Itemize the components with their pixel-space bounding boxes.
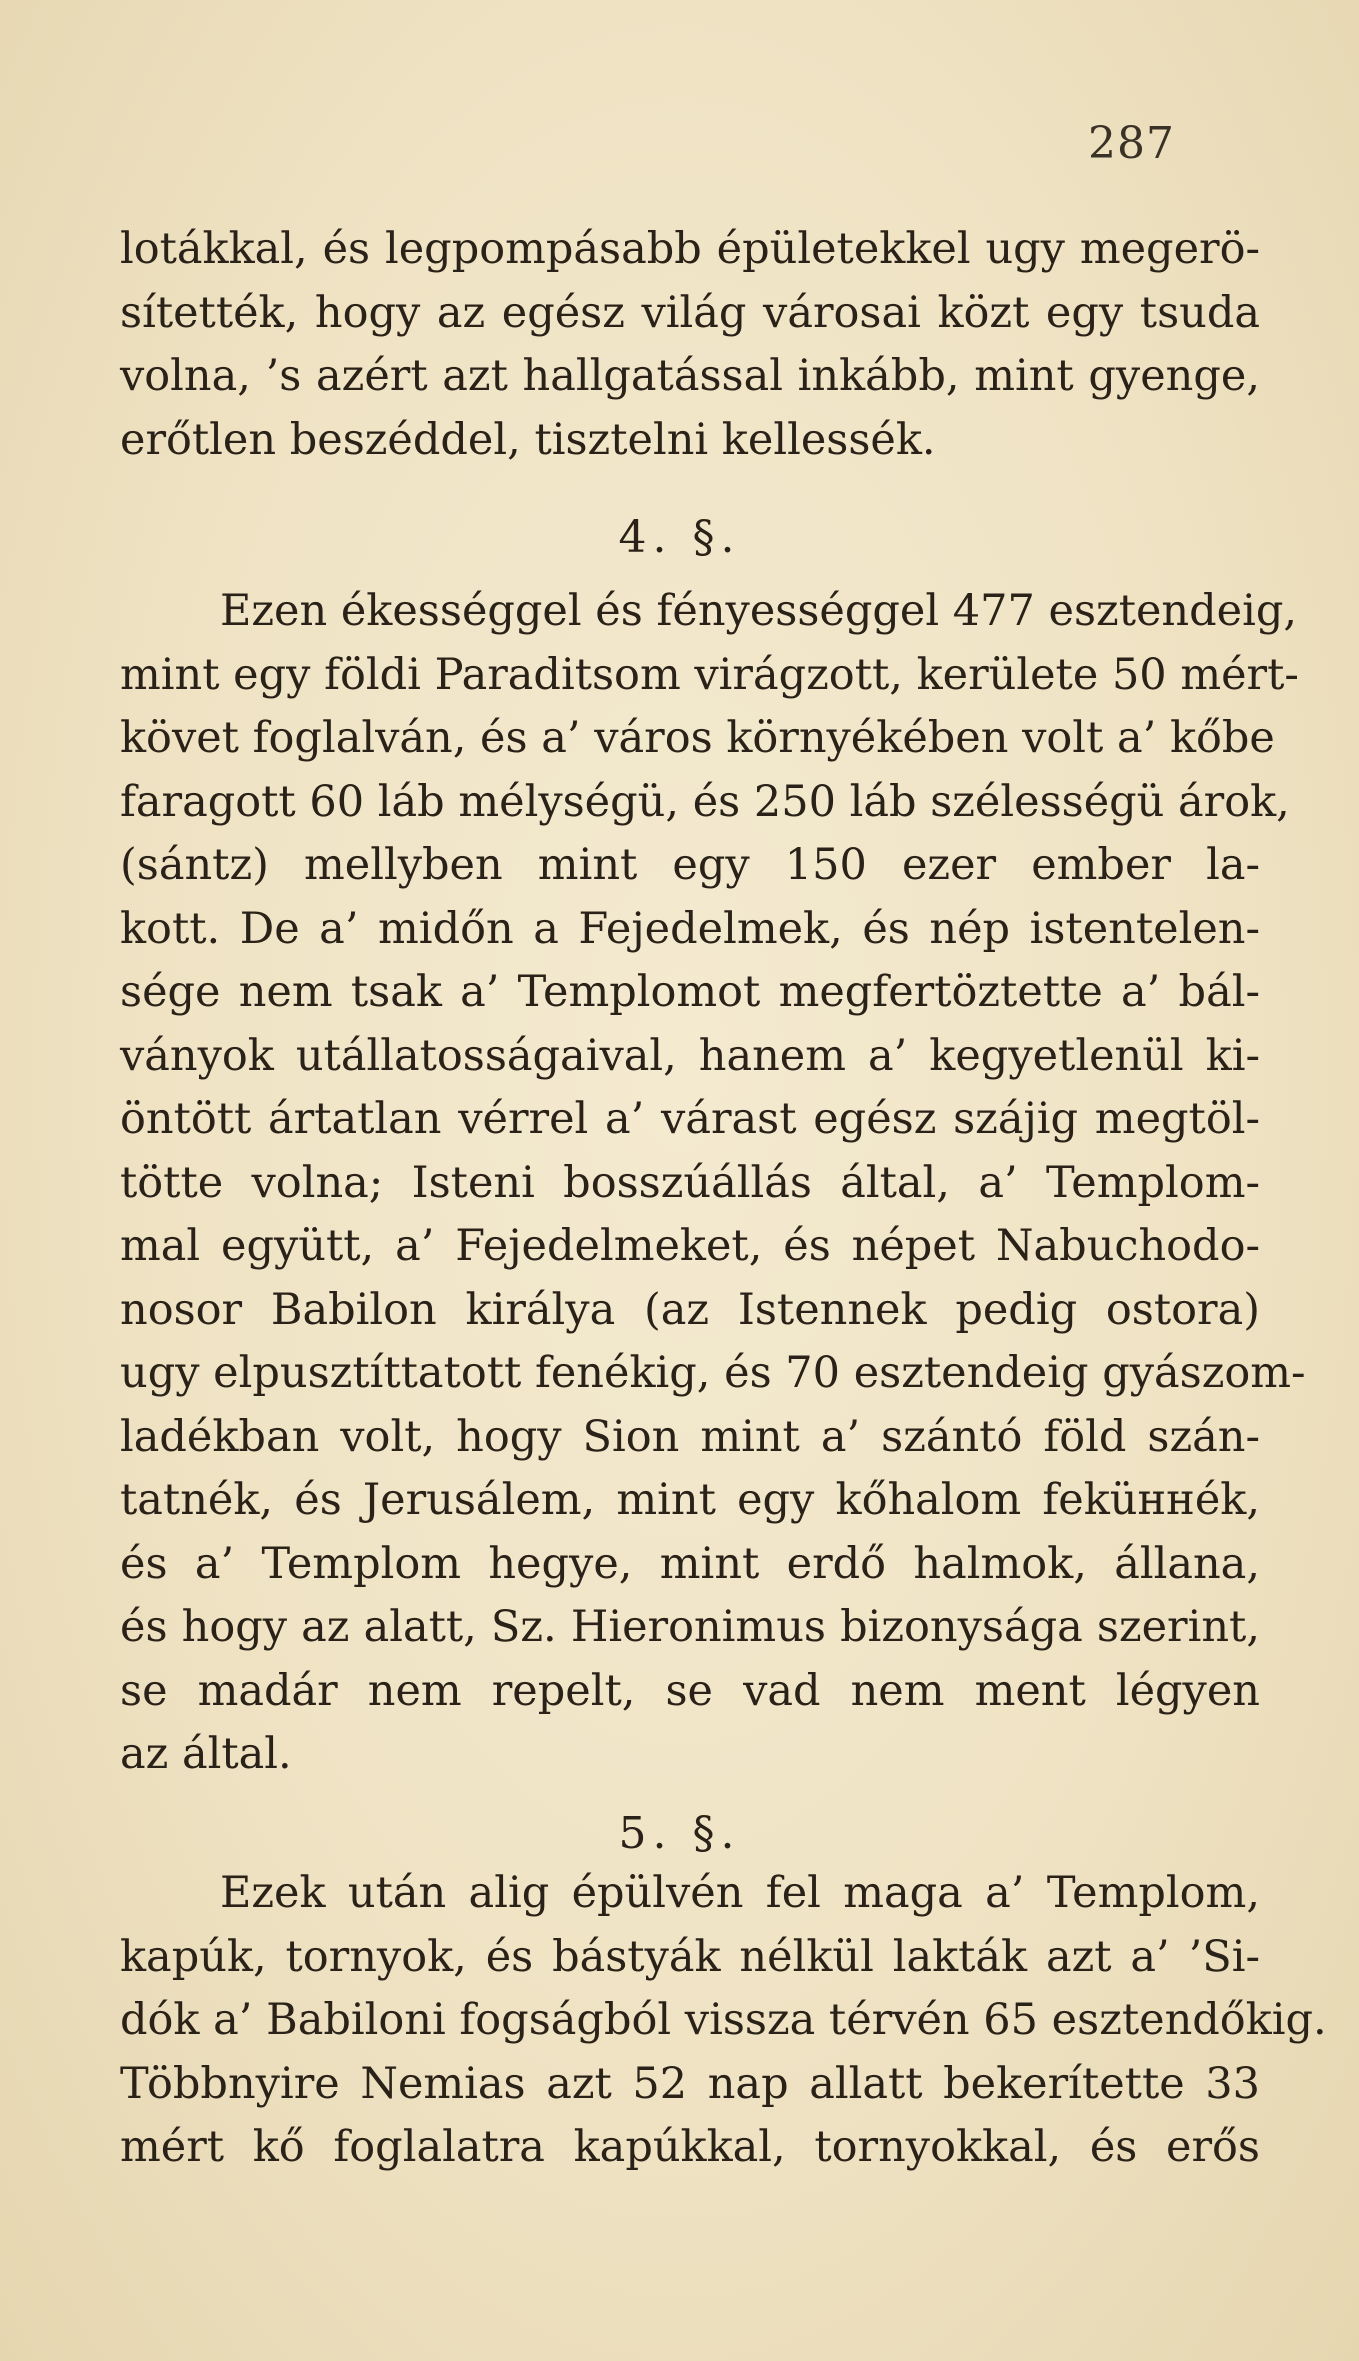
text-line: tötte volna; Isteni bosszúállás által, a’ Templom- xyxy=(120,1157,1260,1208)
text-line: és a’ Templom hegye, mint erdő halmok, állana, xyxy=(120,1538,1260,1589)
text-line: ugy elpusztíttatott fenékig, és 70 esztendeig gyászom- xyxy=(120,1348,1306,1398)
text-line: mint egy földi Paraditsom virágzott, kerülete 50 mért- xyxy=(120,649,1299,700)
text-line: mal együtt, a’ Fejedelmeket, és népet Nabuchodo- xyxy=(120,1221,1260,1271)
text-line: lotákkal, és legpompásabb épületekkel ugy megerö- xyxy=(120,224,1260,274)
text-line: ladékban volt, hogy Sion mint a’ szántó föld szán- xyxy=(120,1411,1260,1462)
text-line: dók a’ Babiloni fogságból vissza térvén 65 esztendőkig. xyxy=(120,1995,1327,2045)
section-heading-4: 4. §. xyxy=(618,512,741,563)
text-line: se madár nem repelt, se vad nem ment légyen xyxy=(120,1665,1260,1716)
paragraph-3 xyxy=(120,1862,1327,2180)
text-line: Ezek után alig épülvén fel maga a’ Templom, xyxy=(220,1868,1260,1918)
text-line: faragott 60 láb mélységü, és 250 láb szélességü árok, xyxy=(120,776,1290,827)
text-line: kott. De a’ midőn a Fejedelmek, és nép istentelen- xyxy=(120,903,1260,954)
text-line: sége nem tsak a’ Templomot megfertöztette a’ bál- xyxy=(120,967,1260,1017)
text-line: kapúk, tornyok, és bástyák nélkül lakták azt a’ ’Si- xyxy=(120,1931,1260,1982)
text-line: sítették, hogy az egész világ városai közt egy tsuda xyxy=(120,287,1260,338)
text-line: az által. xyxy=(120,1729,292,1779)
text-line: mért kő foglalatra kapúkkal, tornyokkal, és erős xyxy=(120,2122,1260,2172)
section-heading-5: 5. §. xyxy=(618,1808,741,1859)
text-line: ványok utállatosságaival, hanem a’ kegyetlenül ki- xyxy=(120,1030,1260,1081)
text-line: (sántz) mellyben mint egy 150 ezer ember la- xyxy=(120,840,1260,890)
paragraph-2 xyxy=(120,580,1306,1787)
page-number: 287 xyxy=(1088,118,1175,169)
text-line: tatnék, és Jerusálem, mint egy kőhalom feküннék, xyxy=(120,1475,1260,1525)
text-line: nosor Babilon királya (az Istennek pedig ostora) xyxy=(120,1284,1260,1335)
text-line: és hogy az alatt, Sz. Hieronimus bizonysága szerint, xyxy=(120,1602,1260,1652)
text-line: Többnyire Nemias azt 52 nap allatt bekerítette 33 xyxy=(120,2058,1260,2109)
text-line: volna, ’s azért azt hallgatással inkább, mint gyenge, xyxy=(120,351,1260,401)
text-line: öntött ártatlan vérrel a’ várast egész szájig megtöl- xyxy=(120,1094,1260,1144)
paragraph-1 xyxy=(120,218,1260,472)
text-line: Ezen ékességgel és fényességgel 477 esztendeig, xyxy=(220,586,1298,636)
text-line: követ foglalván, és a’ város környékében volt a’ kőbe xyxy=(120,713,1275,763)
text-line: erőtlen beszéddel, tisztelni kellessék. xyxy=(120,414,936,465)
